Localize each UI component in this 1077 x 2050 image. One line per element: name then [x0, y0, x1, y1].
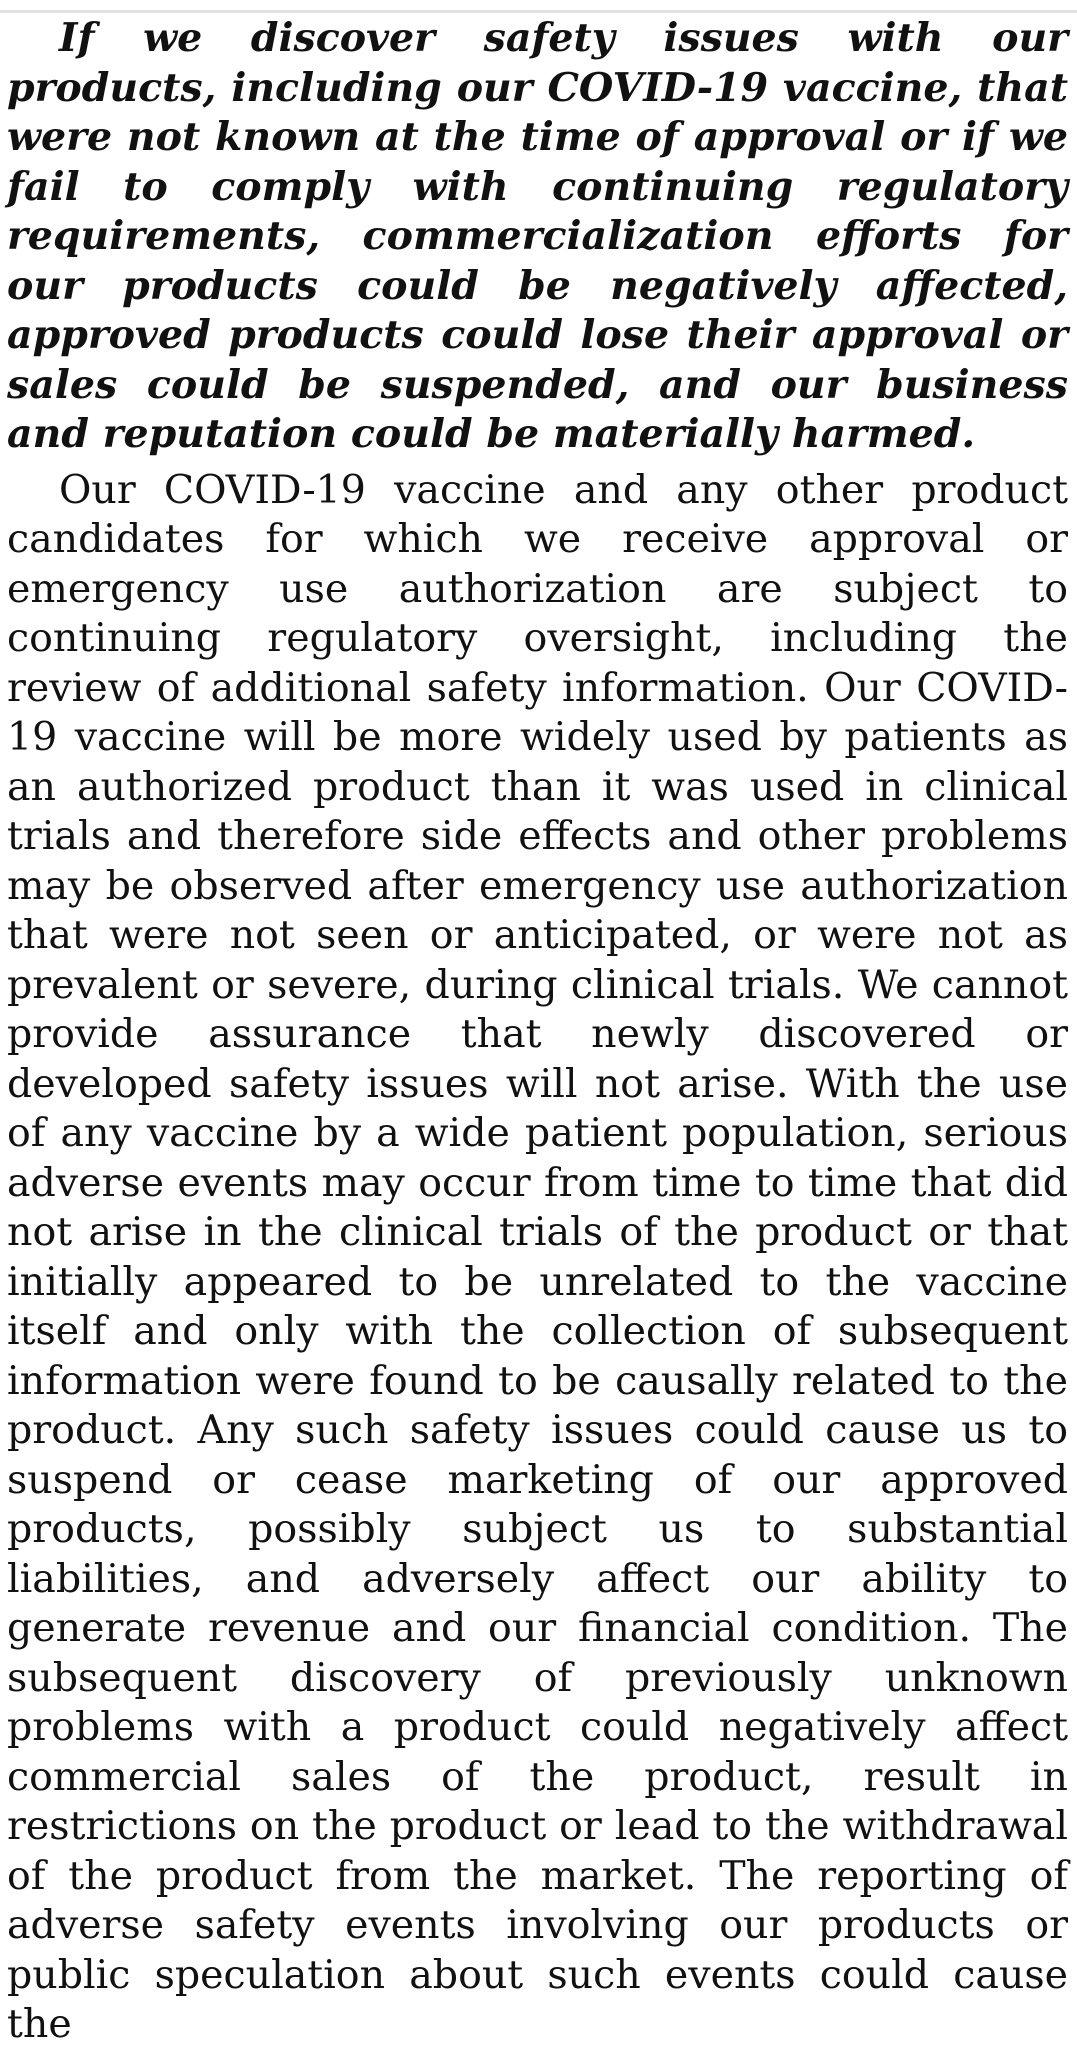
risk-factor-paragraph: Our COVID-19 vaccine and any other product candidates for which we receive approval or emergency use authorization are subject to continuing regulatory oversight, including the review of additional safety information. Our COVID-19 vaccine will be more widely used by patients as an authorized product than it was used in clinical trials and therefore side effects and other problems may be observed after emergency use authorization that were not seen or anticipated, or were not as prevalent or severe, during clinical trials. We cannot provide assurance that newly discovered or developed safety issues will not arise. With the use of any vaccine by a wide patient population, serious adverse events may occur from time to time that did not arise in the clinical trials of the product or that initially appeared to be unrelated to the vaccine itself and only with the collection of subsequent information were found to be causally related to the product. Any such safety issues could cause us to suspend or cease marketing of our approved products, possibly subject us to substantial liabilities, and adversely affect our ability to generate revenue and our financial condition. The subsequent discovery of previously unknown problems with a product could negatively affect commercial sales of the product, result in restrictions on the product or lead to the withdrawal of the product from the market. The reporting of adverse safety events involving our products or public speculation about such events could cause the [7, 466, 1068, 2047]
risk-factor-heading: If we discover safety issues with our products, including our COVID-19 vaccine, that were not known at the time of approval or if we fail to comply with continuing regulatory requirements, commercialization efforts for our products could be negatively affected, approved products could lose their approval or sales could be suspended, and our business and reputation could be materially harmed. [7, 15, 1068, 457]
top-divider [0, 10, 1077, 13]
document-page [7, 14, 1068, 2050]
